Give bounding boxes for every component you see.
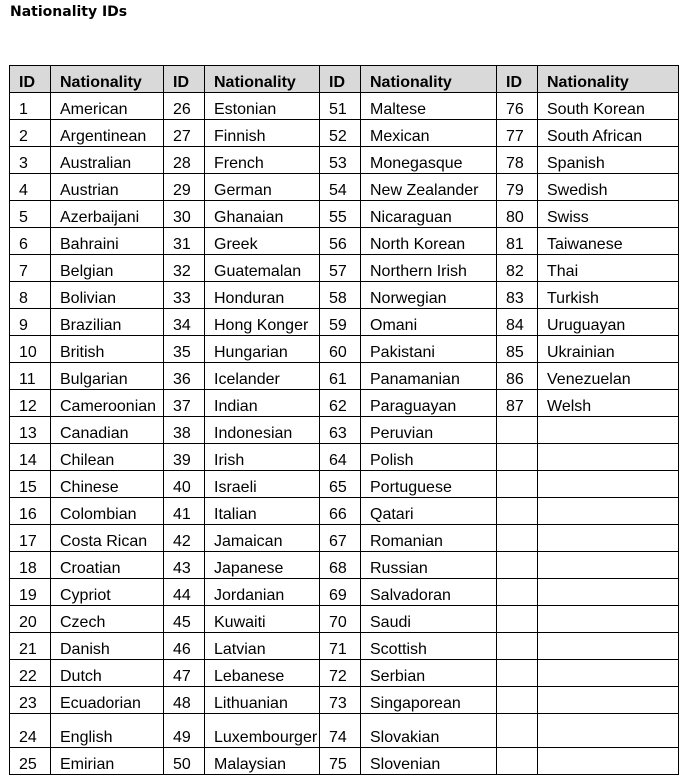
table-row [10, 201, 679, 228]
nationality-name-cell: Ecuadorian [51, 687, 164, 714]
nationality-name-cell: Mexican [361, 120, 497, 147]
table-row [10, 93, 679, 120]
nationality-name-cell: South African [538, 120, 679, 147]
nationality-id-cell: 59 [320, 309, 361, 336]
nationality-id-cell [497, 525, 538, 552]
nationality-id-cell: 30 [164, 201, 205, 228]
nationality-id-cell [497, 579, 538, 606]
nationality-id-cell: 52 [320, 120, 361, 147]
nationality-name-cell: Russian [361, 552, 497, 579]
nationality-name-cell: Irish [205, 444, 320, 471]
table-row [10, 174, 679, 201]
nationality-id-cell [497, 748, 538, 775]
nationality-id-cell: 69 [320, 579, 361, 606]
header-nationality: Nationality [51, 66, 164, 93]
nationality-id-cell: 50 [164, 748, 205, 775]
nationality-name-cell [538, 633, 679, 660]
nationality-id-cell: 13 [10, 417, 51, 444]
nationality-id-cell: 40 [164, 471, 205, 498]
nationality-id-cell: 2 [10, 120, 51, 147]
nationality-name-cell: Cypriot [51, 579, 164, 606]
nationality-id-cell: 71 [320, 633, 361, 660]
nationality-name-cell: Finnish [205, 120, 320, 147]
nationality-name-cell: Monegasque [361, 147, 497, 174]
nationality-id-cell: 45 [164, 606, 205, 633]
nationality-name-cell: Pakistani [361, 336, 497, 363]
nationality-name-cell: British [51, 336, 164, 363]
nationality-id-cell: 21 [10, 633, 51, 660]
nationality-name-cell: Croatian [51, 552, 164, 579]
nationality-name-cell: Australian [51, 147, 164, 174]
nationality-name-cell: Luxembourger [205, 714, 320, 748]
nationality-name-cell: Kuwaiti [205, 606, 320, 633]
nationality-name-cell: South Korean [538, 93, 679, 120]
nationality-id-cell: 1 [10, 93, 51, 120]
table-row [10, 336, 679, 363]
nationality-id-cell: 70 [320, 606, 361, 633]
nationality-name-cell: Azerbaijani [51, 201, 164, 228]
nationality-name-cell: Northern Irish [361, 255, 497, 282]
table-row [10, 147, 679, 174]
nationality-id-cell [497, 714, 538, 748]
nationality-name-cell: Brazilian [51, 309, 164, 336]
nationality-id-cell: 55 [320, 201, 361, 228]
nationality-name-cell: Qatari [361, 498, 497, 525]
nationality-name-cell [538, 417, 679, 444]
nationality-id-cell: 42 [164, 525, 205, 552]
nationality-id-cell: 41 [164, 498, 205, 525]
nationality-name-cell: Colombian [51, 498, 164, 525]
nationality-name-cell: Peruvian [361, 417, 497, 444]
nationality-name-cell [538, 748, 679, 775]
table-row [10, 255, 679, 282]
nationality-id-cell: 22 [10, 660, 51, 687]
nationality-name-cell: Malaysian [205, 748, 320, 775]
nationality-name-cell [538, 579, 679, 606]
nationality-id-cell: 16 [10, 498, 51, 525]
nationality-name-cell: Icelander [205, 363, 320, 390]
nationality-id-cell: 87 [497, 390, 538, 417]
nationality-name-cell: Polish [361, 444, 497, 471]
nationality-id-cell: 58 [320, 282, 361, 309]
nationality-id-cell [497, 552, 538, 579]
nationality-name-cell: Indonesian [205, 417, 320, 444]
nationality-id-cell [497, 444, 538, 471]
nationality-name-cell: Saudi [361, 606, 497, 633]
nationality-id-cell: 12 [10, 390, 51, 417]
nationality-id-cell: 18 [10, 552, 51, 579]
nationality-name-cell: Argentinean [51, 120, 164, 147]
nationality-name-cell: Hong Konger [205, 309, 320, 336]
nationality-name-cell: Estonian [205, 93, 320, 120]
table-row [10, 228, 679, 255]
nationality-id-cell: 37 [164, 390, 205, 417]
nationality-id-cell: 6 [10, 228, 51, 255]
nationality-id-cell: 86 [497, 363, 538, 390]
nationality-id-cell: 48 [164, 687, 205, 714]
nationality-name-cell [538, 444, 679, 471]
nationality-id-cell: 29 [164, 174, 205, 201]
nationality-id-cell: 74 [320, 714, 361, 748]
nationality-id-cell: 60 [320, 336, 361, 363]
table-row [10, 579, 679, 606]
page-title: Nationality IDs [10, 4, 128, 20]
nationality-id-cell: 76 [497, 93, 538, 120]
nationality-id-cell: 66 [320, 498, 361, 525]
nationality-id-cell: 68 [320, 552, 361, 579]
nationality-id-cell: 81 [497, 228, 538, 255]
nationality-id-cell: 61 [320, 363, 361, 390]
nationality-name-cell: Emirian [51, 748, 164, 775]
nationality-id-cell: 54 [320, 174, 361, 201]
nationality-id-cell: 49 [164, 714, 205, 748]
nationality-name-cell: Cameroonian [51, 390, 164, 417]
nationality-id-cell: 43 [164, 552, 205, 579]
header-id: ID [320, 66, 361, 93]
table-row [10, 417, 679, 444]
table-row [10, 390, 679, 417]
nationality-name-cell: Uruguayan [538, 309, 679, 336]
nationality-name-cell: American [51, 93, 164, 120]
nationality-id-cell: 47 [164, 660, 205, 687]
nationality-name-cell: Swedish [538, 174, 679, 201]
nationality-id-cell: 35 [164, 336, 205, 363]
nationality-id-cell: 4 [10, 174, 51, 201]
nationality-name-cell: Bolivian [51, 282, 164, 309]
nationality-id-cell: 79 [497, 174, 538, 201]
nationality-id-cell: 51 [320, 93, 361, 120]
nationality-id-cell: 36 [164, 363, 205, 390]
nationality-id-cell: 28 [164, 147, 205, 174]
table-row [10, 748, 679, 775]
table-row [10, 606, 679, 633]
nationality-name-cell: Thai [538, 255, 679, 282]
table-row [10, 444, 679, 471]
nationality-name-cell: Israeli [205, 471, 320, 498]
nationality-id-cell: 24 [10, 714, 51, 748]
nationality-id-cell: 17 [10, 525, 51, 552]
header-row [10, 66, 679, 93]
table-row [10, 714, 679, 748]
nationality-id-cell: 72 [320, 660, 361, 687]
nationality-id-cell: 11 [10, 363, 51, 390]
nationality-name-cell: Swiss [538, 201, 679, 228]
nationality-id-cell: 56 [320, 228, 361, 255]
nationality-name-cell: Belgian [51, 255, 164, 282]
nationality-name-cell: Lithuanian [205, 687, 320, 714]
nationality-name-cell: Omani [361, 309, 497, 336]
nationality-id-cell: 25 [10, 748, 51, 775]
nationality-id-cell: 27 [164, 120, 205, 147]
nationality-name-cell: Taiwanese [538, 228, 679, 255]
nationality-name-cell: Portuguese [361, 471, 497, 498]
nationality-name-cell: Czech [51, 606, 164, 633]
nationality-id-cell: 20 [10, 606, 51, 633]
nationality-name-cell [538, 660, 679, 687]
nationality-id-cell: 75 [320, 748, 361, 775]
nationality-id-cell: 34 [164, 309, 205, 336]
nationality-id-cell [497, 417, 538, 444]
nationality-name-cell: French [205, 147, 320, 174]
nationality-id-cell: 85 [497, 336, 538, 363]
nationality-name-cell: Japanese [205, 552, 320, 579]
nationality-name-cell [538, 498, 679, 525]
nationality-name-cell: English [51, 714, 164, 748]
nationality-name-cell: Salvadoran [361, 579, 497, 606]
nationality-id-cell [497, 498, 538, 525]
nationality-name-cell: Serbian [361, 660, 497, 687]
nationality-name-cell: Norwegian [361, 282, 497, 309]
nationality-name-cell: Costa Rican [51, 525, 164, 552]
nationality-name-cell: Ukrainian [538, 336, 679, 363]
nationality-id-cell: 82 [497, 255, 538, 282]
nationality-name-cell: German [205, 174, 320, 201]
nationality-name-cell [538, 552, 679, 579]
nationality-id-cell: 62 [320, 390, 361, 417]
nationality-id-cell [497, 687, 538, 714]
nationality-name-cell: Bulgarian [51, 363, 164, 390]
nationality-id-cell: 5 [10, 201, 51, 228]
nationality-name-cell: Spanish [538, 147, 679, 174]
nationality-id-cell: 46 [164, 633, 205, 660]
nationality-id-cell: 64 [320, 444, 361, 471]
nationality-id-cell [497, 660, 538, 687]
nationality-id-cell: 77 [497, 120, 538, 147]
nationality-name-cell: Indian [205, 390, 320, 417]
nationality-id-cell: 67 [320, 525, 361, 552]
table-row [10, 363, 679, 390]
nationality-name-cell: Danish [51, 633, 164, 660]
nationality-name-cell: Venezuelan [538, 363, 679, 390]
nationality-id-cell: 84 [497, 309, 538, 336]
nationality-name-cell: Slovenian [361, 748, 497, 775]
nationality-id-cell: 9 [10, 309, 51, 336]
nationality-id-cell: 78 [497, 147, 538, 174]
nationality-id-cell: 26 [164, 93, 205, 120]
table-row [10, 552, 679, 579]
nationality-id-cell: 31 [164, 228, 205, 255]
nationality-id-cell: 32 [164, 255, 205, 282]
nationality-name-cell: Welsh [538, 390, 679, 417]
table-row [10, 309, 679, 336]
nationality-id-cell: 33 [164, 282, 205, 309]
nationality-id-cell [497, 633, 538, 660]
nationality-name-cell: Maltese [361, 93, 497, 120]
table-body [10, 93, 679, 775]
nationality-table [9, 65, 679, 775]
nationality-name-cell: Jamaican [205, 525, 320, 552]
nationality-name-cell: Chilean [51, 444, 164, 471]
nationality-id-cell: 57 [320, 255, 361, 282]
nationality-name-cell: Dutch [51, 660, 164, 687]
nationality-name-cell [538, 687, 679, 714]
table-row [10, 120, 679, 147]
nationality-id-cell: 38 [164, 417, 205, 444]
header-id: ID [10, 66, 51, 93]
nationality-name-cell: North Korean [361, 228, 497, 255]
nationality-name-cell: Panamanian [361, 363, 497, 390]
table-row [10, 525, 679, 552]
nationality-name-cell: Scottish [361, 633, 497, 660]
nationality-id-cell: 7 [10, 255, 51, 282]
nationality-name-cell: Latvian [205, 633, 320, 660]
nationality-name-cell: Greek [205, 228, 320, 255]
nationality-name-cell: Canadian [51, 417, 164, 444]
nationality-name-cell: Honduran [205, 282, 320, 309]
header-nationality: Nationality [205, 66, 320, 93]
nationality-id-cell: 14 [10, 444, 51, 471]
nationality-id-cell: 19 [10, 579, 51, 606]
nationality-name-cell: Bahraini [51, 228, 164, 255]
table-row [10, 471, 679, 498]
nationality-id-cell [497, 606, 538, 633]
nationality-name-cell: Italian [205, 498, 320, 525]
nationality-id-cell: 10 [10, 336, 51, 363]
nationality-id-cell: 53 [320, 147, 361, 174]
nationality-id-cell: 65 [320, 471, 361, 498]
nationality-name-cell: Slovakian [361, 714, 497, 748]
nationality-id-cell: 23 [10, 687, 51, 714]
nationality-id-cell: 44 [164, 579, 205, 606]
nationality-name-cell: Ghanaian [205, 201, 320, 228]
nationality-name-cell [538, 606, 679, 633]
nationality-name-cell: Hungarian [205, 336, 320, 363]
nationality-name-cell: Turkish [538, 282, 679, 309]
nationality-id-cell: 39 [164, 444, 205, 471]
header-nationality: Nationality [361, 66, 497, 93]
table-row [10, 633, 679, 660]
nationality-id-cell: 83 [497, 282, 538, 309]
header-id: ID [497, 66, 538, 93]
table-row [10, 498, 679, 525]
header-nationality: Nationality [538, 66, 679, 93]
nationality-name-cell: New Zealander [361, 174, 497, 201]
nationality-name-cell: Austrian [51, 174, 164, 201]
nationality-id-cell: 15 [10, 471, 51, 498]
nationality-id-cell [497, 471, 538, 498]
table-row [10, 282, 679, 309]
nationality-name-cell [538, 471, 679, 498]
nationality-name-cell: Paraguayan [361, 390, 497, 417]
nationality-name-cell: Chinese [51, 471, 164, 498]
table-row [10, 687, 679, 714]
nationality-name-cell: Singaporean [361, 687, 497, 714]
nationality-id-cell: 80 [497, 201, 538, 228]
nationality-id-cell: 8 [10, 282, 51, 309]
nationality-name-cell: Lebanese [205, 660, 320, 687]
nationality-name-cell: Jordanian [205, 579, 320, 606]
nationality-name-cell [538, 714, 679, 748]
nationality-name-cell [538, 525, 679, 552]
nationality-name-cell: Guatemalan [205, 255, 320, 282]
nationality-id-cell: 3 [10, 147, 51, 174]
nationality-id-cell: 73 [320, 687, 361, 714]
header-id: ID [164, 66, 205, 93]
table-row [10, 660, 679, 687]
nationality-name-cell: Nicaraguan [361, 201, 497, 228]
nationality-id-cell: 63 [320, 417, 361, 444]
nationality-name-cell: Romanian [361, 525, 497, 552]
